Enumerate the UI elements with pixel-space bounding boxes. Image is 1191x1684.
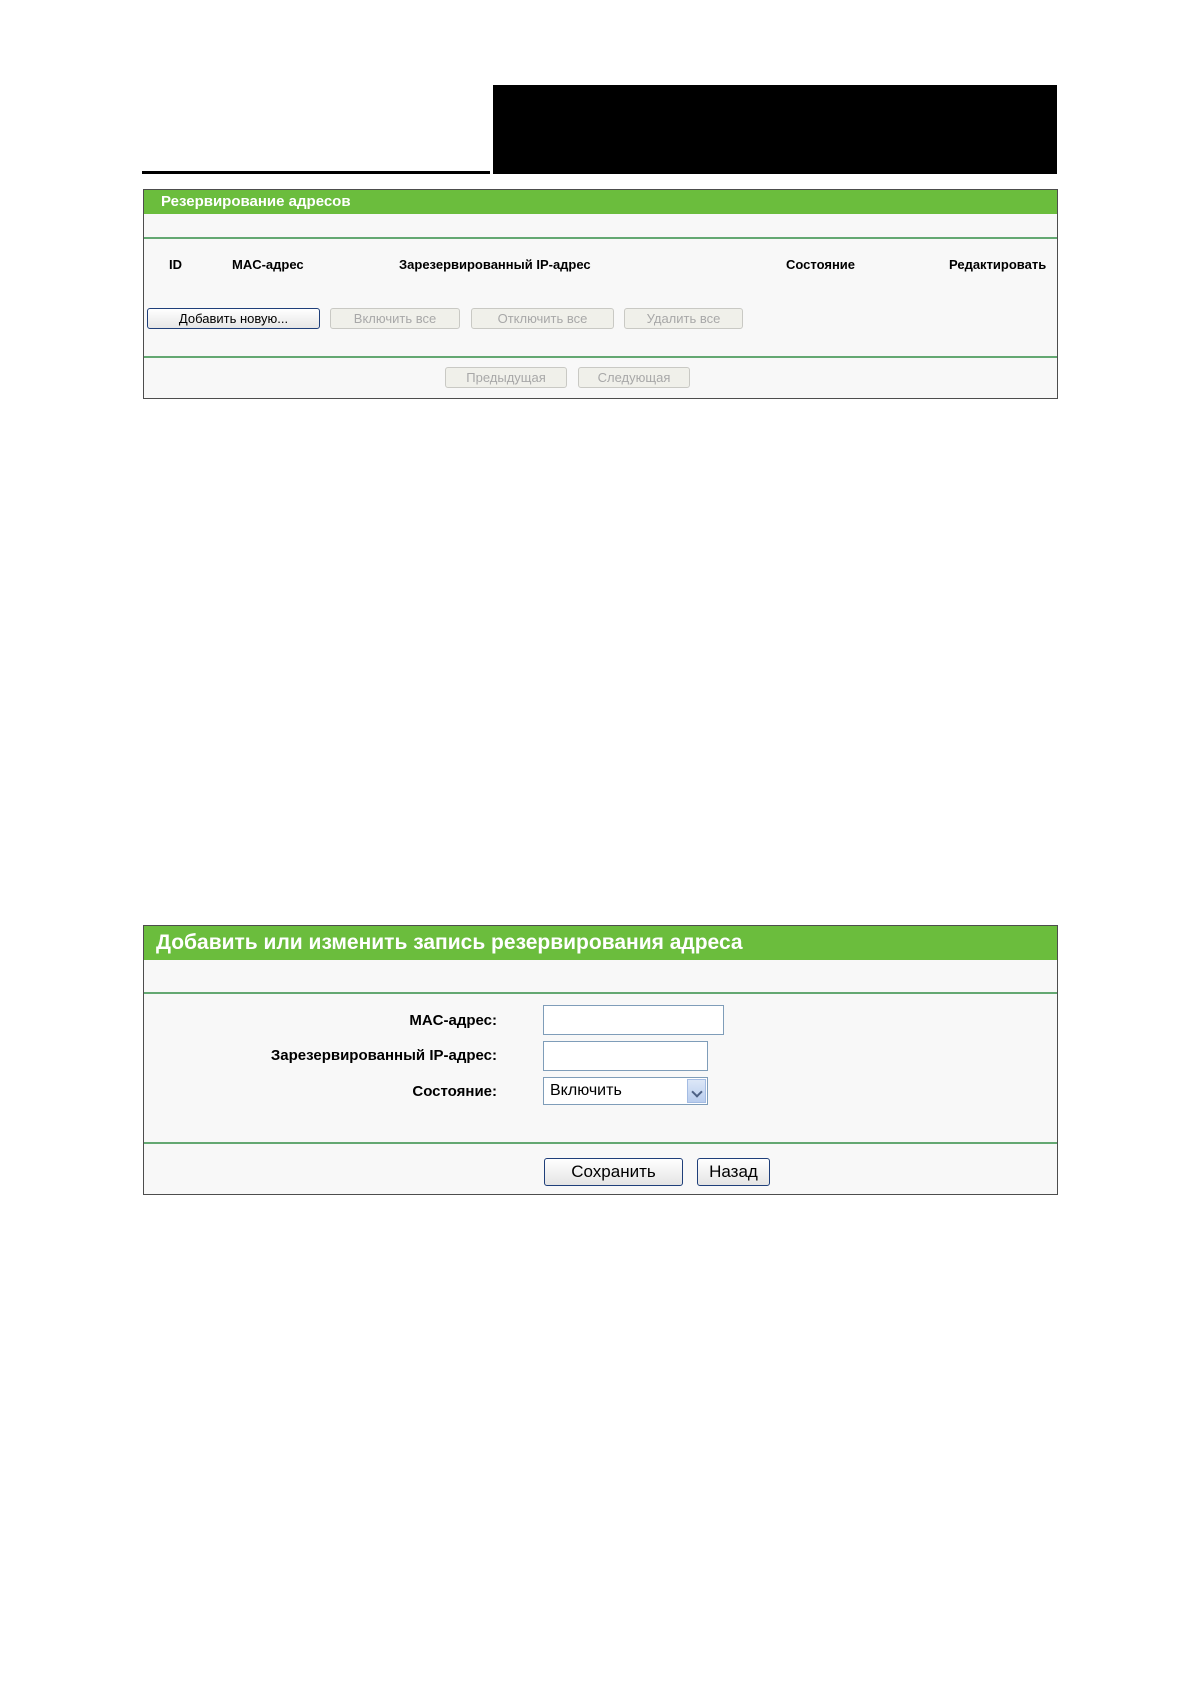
previous-page-button[interactable]: Предыдущая <box>445 367 567 388</box>
panel-title: Добавить или изменить запись резервирования адреса <box>144 926 1057 960</box>
enable-all-button[interactable]: Включить все <box>330 308 460 329</box>
header-divider <box>490 85 493 174</box>
mac-address-input[interactable] <box>543 1005 724 1035</box>
disable-all-button[interactable]: Отключить все <box>471 308 614 329</box>
next-page-button[interactable]: Следующая <box>578 367 690 388</box>
status-selected-value: Включить <box>550 1082 622 1099</box>
panel-title: Резервирование адресов <box>144 190 1057 214</box>
status-label: Состояние: <box>412 1083 497 1100</box>
delete-all-button[interactable]: Удалить все <box>624 308 743 329</box>
save-button[interactable]: Сохранить <box>544 1158 683 1186</box>
edit-reservation-panel <box>143 925 1058 1195</box>
add-new-button[interactable]: Добавить новую... <box>147 308 320 329</box>
column-header-reserved-ip: Зарезервированный IP-адрес <box>399 257 591 272</box>
reserved-ip-label: Зарезервированный IP-адрес: <box>270 1047 497 1064</box>
divider <box>144 1142 1057 1144</box>
reserved-ip-input[interactable] <box>543 1041 708 1071</box>
back-button[interactable]: Назад <box>697 1158 770 1186</box>
header-banner <box>490 85 1057 174</box>
column-header-mac: MAC-адрес <box>232 257 304 272</box>
column-header-edit: Редактировать <box>949 257 1047 272</box>
column-header-id: ID <box>169 257 182 272</box>
address-reservation-panel <box>143 189 1058 399</box>
column-header-status: Состояние <box>786 257 856 272</box>
header-rule <box>142 171 490 174</box>
divider <box>144 237 1057 239</box>
chevron-down-icon[interactable] <box>687 1079 706 1103</box>
status-select[interactable] <box>543 1077 708 1105</box>
divider <box>144 992 1057 994</box>
mac-address-label: MAC-адрес: <box>409 1012 497 1029</box>
divider <box>144 356 1057 358</box>
